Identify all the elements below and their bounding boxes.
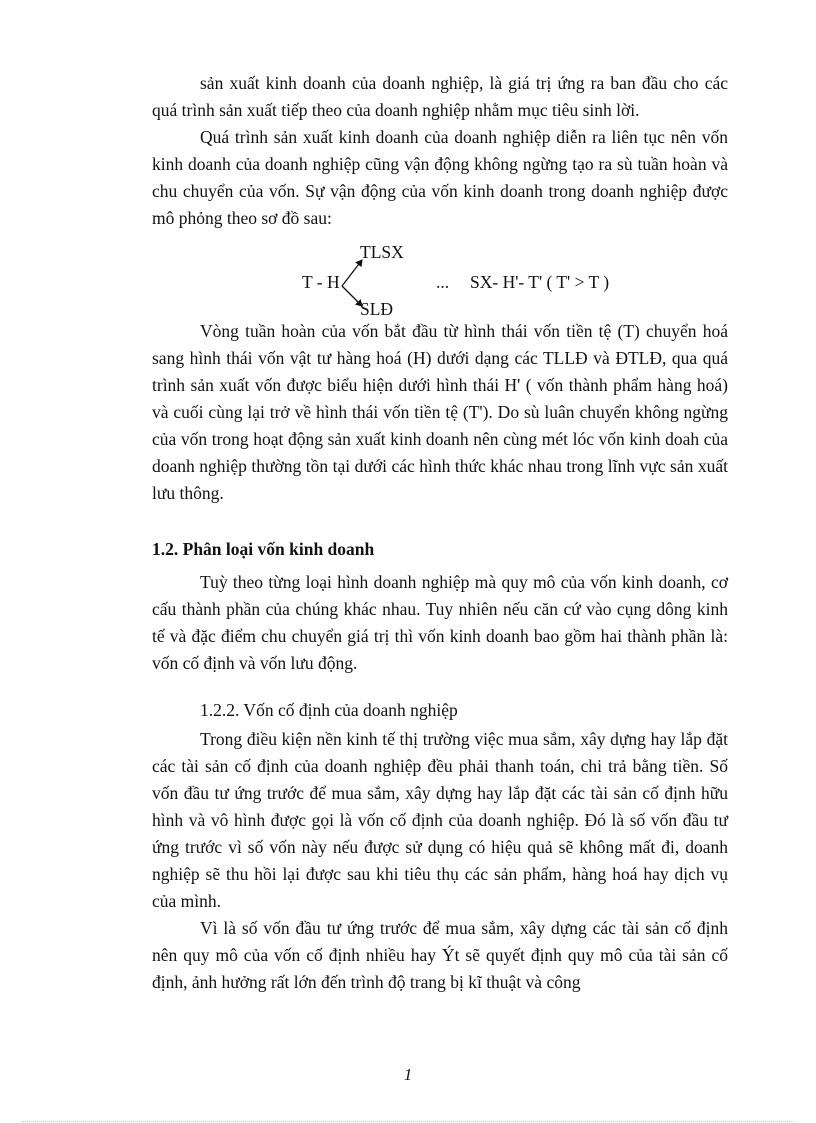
page-bottom-divider [22, 1121, 794, 1122]
diagram-start: T - H [302, 272, 340, 292]
arrow-to-tlsx [342, 260, 362, 286]
cycle-paragraph: Vòng tuần hoàn của vốn bắt đầu từ hình thái vốn tiền tệ (T) chuyển hoá sang hình thái vốn vật tư hàng hoá (H) dưới dạng các TLLĐ và ĐTLĐ, qua quá trình sản xuất vốn được biểu hiện dưới hình thái H' ( vốn thành phẩm hàng hoá) và cuối cùng lại trở về hình thái vốn tiền tệ (T'). Do sù luân chuyển không ngừng của vốn trong hoạt động sản xuất kinh doanh nên cùng mét lóc vốn kinh doah của doanh nghiệp thường tồn tại dưới các hình thức khác nhau trong lĩnh vực sản xuất lưu thông. [152, 321, 728, 503]
section-1-2-2-text [152, 726, 728, 996]
section-1-2-paragraph: Tuỳ theo từng loại hình doanh nghiệp mà quy mô của vốn kinh doanh, cơ cấu thành phần của chúng khác nhau. Tuy nhiên nếu căn cứ vào cụng dông kinh tế và đặc điểm chu chuyển giá trị thì vốn kinh doanh bao gồm hai thành phần là: vốn cố định và vốn lưu động. [152, 572, 728, 673]
diagram-ellipsis: ... [436, 272, 450, 292]
cycle-text [152, 318, 728, 507]
intro-paragraph-2: Quá trình sản xuất kinh doanh của doanh nghiệp diễn ra liên tục nên vốn kinh doanh của doanh nghiệp cũng vận động không ngừng tạo ra sù tuần hoàn và chu chuyển của vốn. Sự vận động của vốn kinh doanh trong doanh nghiệp được mô phỏng theo sơ đồ sau: [152, 127, 728, 228]
diagram-bottom-branch: SLĐ [360, 299, 394, 319]
section-heading-1-2-2: 1.2.2. Vốn cố định của doanh nghiệp [200, 700, 458, 720]
intro-paragraph-1: sản xuất kinh doanh của doanh nghiệp, là giá trị ứng ra ban đầu cho các quá trình sản xuất tiếp theo của doanh nghiệp nhằm mục tiêu sinh lời. [152, 73, 728, 120]
intro-text [152, 70, 728, 232]
diagram-top-branch: TLSX [360, 242, 404, 262]
section-1-2-2-paragraph-1: Trong điều kiện nền kinh tế thị trường việc mua sắm, xây dựng hay lắp đặt các tài sản cố định của doanh nghiệp đều phải thanh toán, chi trả bằng tiền. Số vốn đầu tư ứng trước để mua sắm, xây dựng hay lắp đặt các tài sản cố định hữu hình và vô hình được gọi là vốn cố định của doanh nghiệp. Đó là số vốn đầu tư ứng trước vì số vốn này nếu được sử dụng có hiệu quả sẽ không mất đi, doanh nghiệp sẽ thu hồi lại được sau khi tiêu thụ các sản phẩm, hàng hoá hay dịch vụ của mình. [152, 729, 728, 911]
capital-flow-diagram [290, 238, 670, 320]
page-number: 1 [403, 1065, 413, 1084]
section-1-2-text [152, 569, 728, 677]
section-1-2-2-paragraph-2: Vì là số vốn đầu tư ứng trước để mua sắm, xây dựng các tài sản cố định nên quy mô của vốn cố định nhiều hay Ýt sẽ quyết định quy mô của tài sản cố định, ảnh hưởng rất lớn đến trình độ trang bị kĩ thuật và công [152, 918, 728, 992]
arrow-to-sld [342, 286, 362, 306]
section-heading-1-2: 1.2. Phân loại vốn kinh doanh [152, 539, 375, 559]
diagram-continuation: SX- H'- T' ( T' > T ) [470, 272, 610, 292]
